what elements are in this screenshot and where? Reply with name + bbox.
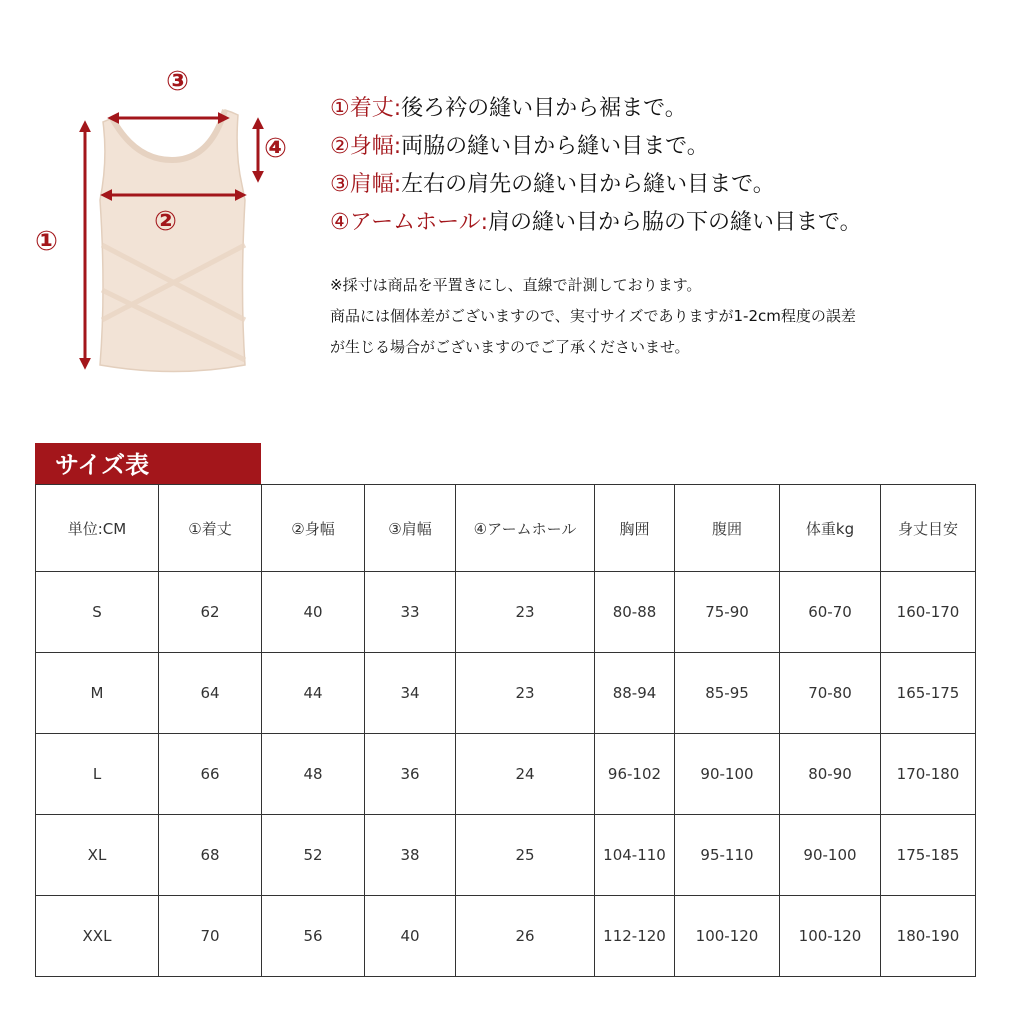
header-cell: 身丈目安 bbox=[881, 485, 976, 572]
table-header-row bbox=[36, 485, 976, 572]
table-cell: 70 bbox=[159, 896, 262, 977]
table-cell: 180-190 bbox=[881, 896, 976, 977]
table-cell: XL bbox=[36, 815, 159, 896]
note-line: 商品には個体差がございますので、実寸サイズでありますが1-2cm程度の誤差 bbox=[330, 307, 856, 325]
table-cell: 26 bbox=[456, 896, 595, 977]
header-cell: 胸囲 bbox=[595, 485, 675, 572]
table-row bbox=[36, 734, 976, 815]
marker-armhole: ④ bbox=[264, 133, 287, 164]
table-cell: 70-80 bbox=[780, 653, 881, 734]
table-cell: 66 bbox=[159, 734, 262, 815]
description-length: ①着丈:後ろ衿の縫い目から裾まで。 bbox=[330, 96, 687, 121]
table-cell: 90-100 bbox=[675, 734, 780, 815]
header-cell: ③肩幅 bbox=[365, 485, 456, 572]
table-cell: 33 bbox=[365, 572, 456, 653]
size-table-title: サイズ表 bbox=[35, 443, 261, 484]
table-cell: 34 bbox=[365, 653, 456, 734]
table-cell: L bbox=[36, 734, 159, 815]
table-row bbox=[36, 653, 976, 734]
table-cell: 96-102 bbox=[595, 734, 675, 815]
table-cell: M bbox=[36, 653, 159, 734]
table-row bbox=[36, 572, 976, 653]
header-cell: 単位:CM bbox=[36, 485, 159, 572]
table-cell: 48 bbox=[262, 734, 365, 815]
table-cell: 100-120 bbox=[675, 896, 780, 977]
table-cell: 90-100 bbox=[780, 815, 881, 896]
table-cell: 40 bbox=[365, 896, 456, 977]
table-cell: 80-90 bbox=[780, 734, 881, 815]
measurement-note bbox=[330, 270, 856, 363]
table-cell: 95-110 bbox=[675, 815, 780, 896]
table-cell: 160-170 bbox=[881, 572, 976, 653]
table-cell: 104-110 bbox=[595, 815, 675, 896]
table-row bbox=[36, 896, 976, 977]
table-cell: 36 bbox=[365, 734, 456, 815]
measurement-descriptions bbox=[330, 90, 862, 242]
header-cell: ②身幅 bbox=[262, 485, 365, 572]
description-armhole: ④アームホール:肩の縫い目から脇の下の縫い目まで。 bbox=[330, 210, 862, 235]
table-cell: 68 bbox=[159, 815, 262, 896]
table-cell: XXL bbox=[36, 896, 159, 977]
table-cell: 112-120 bbox=[595, 896, 675, 977]
note-line: が生じる場合がございますのでご了承くださいませ。 bbox=[330, 338, 690, 356]
table-cell: 88-94 bbox=[595, 653, 675, 734]
table-cell: 85-95 bbox=[675, 653, 780, 734]
table-cell: 24 bbox=[456, 734, 595, 815]
size-table bbox=[35, 484, 976, 977]
table-cell: 56 bbox=[262, 896, 365, 977]
table-cell: 80-88 bbox=[595, 572, 675, 653]
table-cell: 100-120 bbox=[780, 896, 881, 977]
marker-shoulder-width: ③ bbox=[166, 66, 189, 97]
table-cell: 44 bbox=[262, 653, 365, 734]
table-cell: 40 bbox=[262, 572, 365, 653]
table-cell: 23 bbox=[456, 572, 595, 653]
description-shoulder-width: ③肩幅:左右の肩先の縫い目から縫い目まで。 bbox=[330, 172, 775, 197]
table-cell: 62 bbox=[159, 572, 262, 653]
table-cell: 25 bbox=[456, 815, 595, 896]
marker-chest-width: ② bbox=[154, 206, 177, 237]
table-cell: S bbox=[36, 572, 159, 653]
table-cell: 38 bbox=[365, 815, 456, 896]
table-cell: 23 bbox=[456, 653, 595, 734]
table-cell: 165-175 bbox=[881, 653, 976, 734]
header-cell: 腹囲 bbox=[675, 485, 780, 572]
header-cell: ④アームホール bbox=[456, 485, 595, 572]
header-cell: 体重kg bbox=[780, 485, 881, 572]
table-row bbox=[36, 815, 976, 896]
marker-length: ① bbox=[35, 226, 58, 257]
table-cell: 64 bbox=[159, 653, 262, 734]
table-cell: 52 bbox=[262, 815, 365, 896]
table-cell: 175-185 bbox=[881, 815, 976, 896]
garment-figure bbox=[20, 60, 320, 390]
header-cell: ①着丈 bbox=[159, 485, 262, 572]
tank-top-body bbox=[100, 110, 245, 372]
note-line: ※採寸は商品を平置きにし、直線で計測しております。 bbox=[330, 276, 702, 294]
table-cell: 170-180 bbox=[881, 734, 976, 815]
description-chest-width: ②身幅:両脇の縫い目から縫い目まで。 bbox=[330, 134, 709, 159]
table-cell: 60-70 bbox=[780, 572, 881, 653]
table-cell: 75-90 bbox=[675, 572, 780, 653]
